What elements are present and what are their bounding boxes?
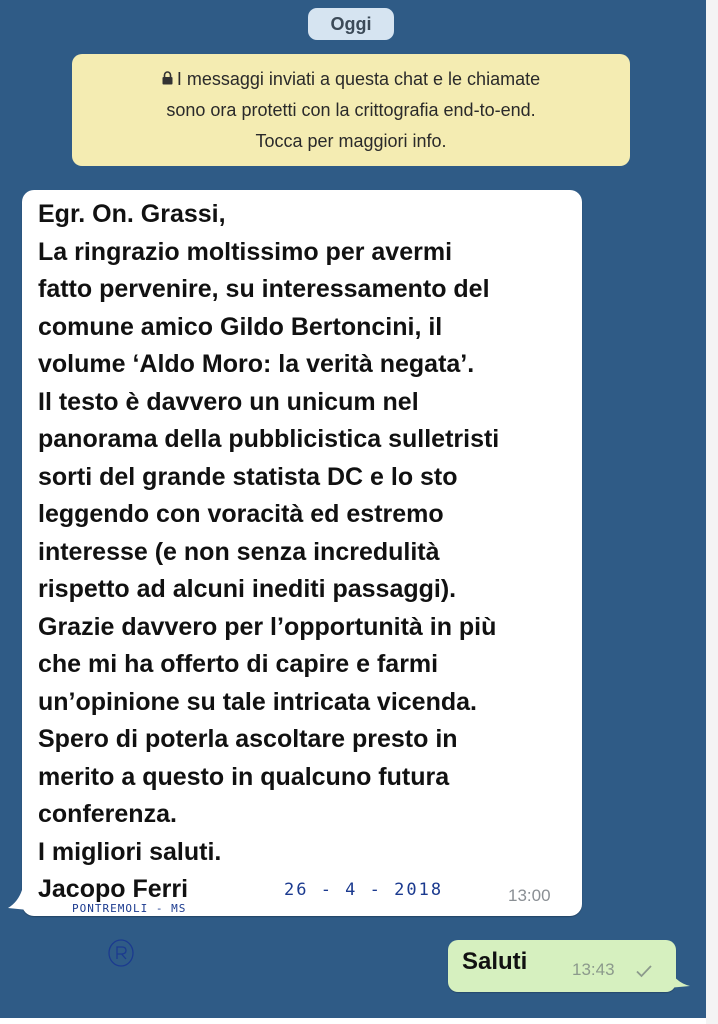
outgoing-message-text: Saluti [462, 948, 528, 975]
sent-check-icon [636, 964, 652, 978]
outgoing-bubble-tail [668, 966, 690, 988]
scan-margin [706, 0, 718, 1024]
handwritten-place: PONTREMOLI - MS [72, 902, 187, 915]
incoming-message-time: 13:00 [508, 886, 551, 905]
date-separator: Oggi [308, 8, 394, 40]
encryption-notice[interactable] [72, 54, 630, 166]
encryption-notice-line-1 [72, 64, 630, 95]
encryption-notice-line-3: Tocca per maggiori info. [255, 131, 447, 151]
encryption-notice-text-1: I messaggi inviati a questa chat e le chiamate [176, 69, 541, 89]
incoming-bubble-tail [8, 890, 28, 910]
handwritten-date: 26 - 4 - 2018 [284, 880, 444, 900]
encryption-notice-line-2: sono ora protetti con la crittografia end-to-end. [166, 100, 536, 120]
lock-icon [162, 71, 173, 85]
handwritten-circled-r-mark [106, 938, 136, 968]
outgoing-message-time: 13:43 [572, 960, 615, 979]
incoming-message-text: Egr. On. Grassi, La ringrazio moltissimo per avermi fatto pervenire, su interessamento del comune amico Gildo Bertoncini, il volume ‘Aldo Moro: la verità negata’. Il testo è davvero un unicum nel panorama della pubblicistica sulletristi sorti del grande statista DC e lo sto leggendo con voracità ed estremo interesse (e non senza incredulità rispetto ad alcuni inediti passaggi). Grazie davvero per l’opportunità in più che mi ha offerto di capire e farmi un’opinione su tale intricata vicenda. Spero di poterla ascoltare presto in merito a questo in qualcuno futura conferenza. I migliori saluti. Jacopo Ferri [38, 200, 500, 903]
